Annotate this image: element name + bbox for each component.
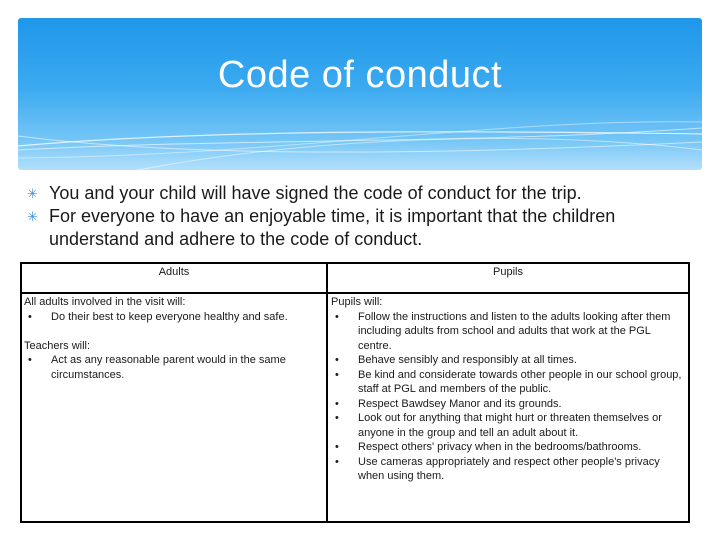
dot-bullet-icon: • bbox=[28, 354, 32, 366]
adults-group-heading: All adults involved in the visit will: bbox=[24, 296, 186, 308]
adults-header: Adults bbox=[158, 266, 190, 278]
list-item bbox=[331, 397, 683, 412]
dot-bullet-icon: • bbox=[335, 397, 339, 410]
title-banner bbox=[18, 18, 702, 170]
list-item bbox=[331, 310, 683, 354]
dot-bullet-icon: • bbox=[335, 441, 339, 453]
intro-bullet bbox=[24, 205, 704, 251]
list-item bbox=[331, 368, 683, 397]
dot-bullet-icon: • bbox=[335, 368, 339, 381]
dot-bullet-icon: • bbox=[335, 455, 339, 468]
slide-title: Code of conduct bbox=[217, 54, 503, 96]
pupils-header: Pupils bbox=[493, 266, 523, 278]
column-divider bbox=[326, 264, 328, 521]
list-item-text: Look out for anything that might hurt or threaten themselves or anyone in the group and tell an adult about it. bbox=[358, 412, 662, 439]
intro-bullet-text: For everyone to have an enjoyable time, it is important that the children understand and adhere to the code of conduct. bbox=[49, 206, 616, 249]
star-bullet-icon: ✳ bbox=[27, 209, 38, 224]
adults-cell bbox=[24, 295, 320, 382]
intro-bullets bbox=[24, 182, 704, 251]
list-item-text: Follow the instructions and listen to the adults looking after them including adults from school and adults that work at the PGL centre. bbox=[358, 310, 671, 352]
dot-bullet-icon: • bbox=[335, 310, 339, 323]
list-item bbox=[24, 353, 320, 382]
star-bullet-icon: ✳ bbox=[27, 186, 38, 201]
list-item-text: Act as any reasonable parent would in the same circumstances. bbox=[51, 354, 286, 381]
intro-bullet-text: You and your child will have signed the code of conduct for the trip. bbox=[49, 183, 582, 203]
dot-bullet-icon: • bbox=[335, 412, 339, 424]
spacer bbox=[24, 324, 320, 339]
list-item-text: Respect others' privacy when in the bedrooms/bathrooms. bbox=[358, 441, 642, 453]
list-item-text: Do their best to keep everyone healthy and safe. bbox=[51, 310, 288, 323]
list-item-text: Use cameras appropriately and respect other people's privacy when using them. bbox=[358, 455, 660, 482]
dot-bullet-icon: • bbox=[28, 310, 32, 323]
intro-bullet bbox=[24, 182, 704, 205]
pupils-heading: Pupils will: bbox=[331, 296, 383, 308]
list-item bbox=[331, 455, 683, 484]
teachers-group-heading: Teachers will: bbox=[24, 339, 91, 352]
list-item-text: Behave sensibly and responsibly at all times. bbox=[358, 354, 577, 366]
pupils-cell bbox=[331, 295, 683, 484]
dot-bullet-icon: • bbox=[335, 354, 339, 366]
list-item bbox=[331, 440, 683, 455]
header-divider bbox=[22, 292, 688, 294]
list-item bbox=[24, 310, 320, 325]
list-item bbox=[331, 411, 683, 440]
list-item-text: Be kind and considerate towards other people in our school group, staff at PGL and members of the public. bbox=[358, 368, 682, 395]
list-item bbox=[331, 353, 683, 368]
list-item-text: Respect Bawdsey Manor and its grounds. bbox=[358, 397, 562, 410]
conduct-table bbox=[20, 262, 690, 523]
